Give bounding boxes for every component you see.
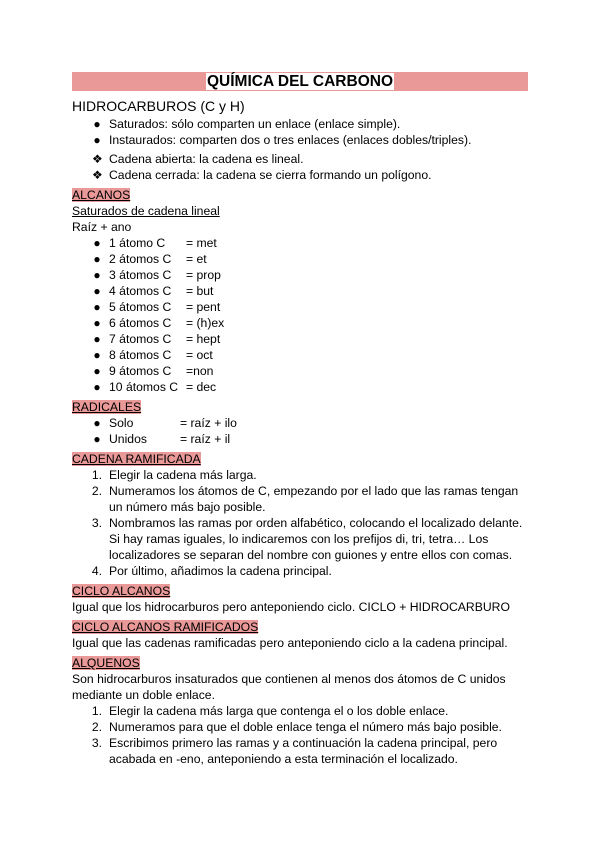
bullet-icon: ●	[93, 236, 101, 250]
ciclo-alcanos-heading: CICLO ALCANOS	[72, 584, 171, 598]
bullet-icon: ●	[93, 300, 101, 314]
radical-value: = raíz + il	[180, 432, 231, 446]
alcanos-subheading: Saturados de cadena lineal	[72, 204, 220, 218]
cadena-ramificada-heading-line	[72, 451, 201, 467]
atom-prefix: =non	[186, 364, 214, 378]
radical-label: Unidos	[109, 432, 147, 446]
bullet-icon: ●	[93, 268, 101, 282]
list-number: 2.	[91, 720, 102, 734]
ramificada-step-4: Por último, añadimos la cadena principal.	[109, 564, 332, 578]
ciclo-ramificados-heading-line	[72, 619, 258, 635]
bullet-icon: ●	[93, 284, 101, 298]
alcanos-heading: ALCANOS	[72, 188, 131, 202]
hidro-bullet-saturados: Saturados: sólo comparten un enlace (enlace simple).	[109, 117, 401, 131]
ciclo-ramificados-heading: CICLO ALCANOS RAMIFICADOS	[72, 620, 259, 634]
ciclo-alcanos-text: Igual que los hidrocarburos pero anteponiendo ciclo. CICLO + HIDROCARBURO	[72, 600, 510, 614]
atom-prefix: = oct	[186, 348, 213, 362]
atom-label: 7 átomos C	[109, 332, 172, 346]
page-title	[72, 72, 528, 91]
hidro-bullet-instaurados: Instaurados: comparten dos o tres enlaces (enlaces dobles/triples).	[109, 133, 472, 147]
bullet-icon: ●	[93, 348, 101, 362]
atom-prefix: = et	[186, 252, 207, 266]
title-highlight-bar	[72, 72, 528, 91]
atom-prefix: = (h)ex	[186, 316, 225, 330]
list-number: 4.	[91, 564, 102, 578]
bullet-icon: ●	[93, 380, 101, 394]
ramificada-step-2: Numeramos los átomos de C, empezando por el lado que las ramas tengan un número más bajo posible.	[109, 484, 519, 514]
alquenos-step-1: Elegir la cadena más larga que contenga el o los doble enlace.	[109, 704, 449, 718]
atom-label: 8 átomos C	[109, 348, 172, 362]
atom-label: 6 átomos C	[109, 316, 172, 330]
atom-label: 10 átomos C	[109, 380, 179, 394]
atom-label: 2 átomos C	[109, 252, 172, 266]
page-title-text: QUÍMICA DEL CARBONO	[207, 73, 393, 90]
bullet-icon: ●	[93, 432, 101, 446]
diamond-bullet-icon: ❖	[92, 152, 103, 166]
list-number: 1.	[91, 704, 102, 718]
hidro-cadena-cerrada: Cadena cerrada: la cadena se cierra formando un polígono.	[109, 168, 432, 182]
list-number: 3.	[91, 516, 102, 530]
radicales-heading: RADICALES	[72, 400, 142, 414]
atom-prefix: = met	[186, 236, 217, 250]
radical-label: Solo	[109, 416, 134, 430]
list-number: 2.	[91, 484, 102, 498]
bullet-icon: ●	[93, 316, 101, 330]
atom-label: 9 átomos C	[109, 364, 172, 378]
ramificada-step-3: Nombramos las ramas por orden alfabético, colocando el localizado delante. Si hay ramas iguales, lo indicaremos con los prefijos di, tri, tetra… Los localizadores se separan del nombre con guiones y entre ellos con comas.	[109, 516, 523, 562]
alquenos-heading: ALQUENOS	[72, 656, 140, 670]
list-number: 1.	[91, 468, 102, 482]
atom-label: 3 átomos C	[109, 268, 172, 282]
diamond-bullet-icon: ❖	[92, 168, 103, 182]
bullet-icon: ●	[93, 252, 101, 266]
atom-prefix: = pent	[186, 300, 221, 314]
list-number: 3.	[91, 736, 102, 750]
cadena-ramificada-heading: CADENA RAMIFICADA	[72, 452, 201, 466]
alcanos-rule: Raíz + ano	[72, 220, 132, 234]
alquenos-heading-line	[72, 655, 140, 671]
alquenos-step-3: Escribimos primero las ramas y a continuación la cadena principal, pero acabada en -eno, anteponiendo a esta terminación el localizado.	[109, 736, 498, 766]
alcanos-heading-line	[72, 187, 130, 203]
atom-label: 4 átomos C	[109, 284, 172, 298]
atom-prefix: = prop	[186, 268, 221, 282]
alquenos-step-2: Numeramos para que el doble enlace tenga el número más bajo posible.	[109, 720, 502, 734]
ciclo-ramificados-text: Igual que las cadenas ramificadas pero anteponiendo ciclo a la cadena principal.	[72, 636, 508, 650]
atom-label: 1 átomo C	[109, 236, 166, 250]
atom-prefix: = dec	[186, 380, 217, 394]
atom-prefix: = but	[186, 284, 214, 298]
radical-value: = raíz + ilo	[180, 416, 237, 430]
bullet-icon: ●	[93, 364, 101, 378]
radicales-heading-line	[72, 399, 141, 415]
bullet-icon: ●	[93, 117, 101, 131]
hidro-cadena-abierta: Cadena abierta: la cadena es lineal.	[109, 152, 304, 166]
alquenos-intro: Son hidrocarburos insaturados que contienen al menos dos átomos de C unidos mediante un doble enlace.	[72, 672, 506, 702]
ramificada-step-1: Elegir la cadena más larga.	[109, 468, 257, 482]
bullet-icon: ●	[93, 133, 101, 147]
ciclo-alcanos-heading-line	[72, 583, 170, 599]
atom-label: 5 átomos C	[109, 300, 172, 314]
bullet-icon: ●	[93, 416, 101, 430]
bullet-icon: ●	[93, 332, 101, 346]
hidrocarburos-heading: HIDROCARBUROS (C y H)	[72, 98, 245, 114]
atom-prefix: = hept	[186, 332, 221, 346]
